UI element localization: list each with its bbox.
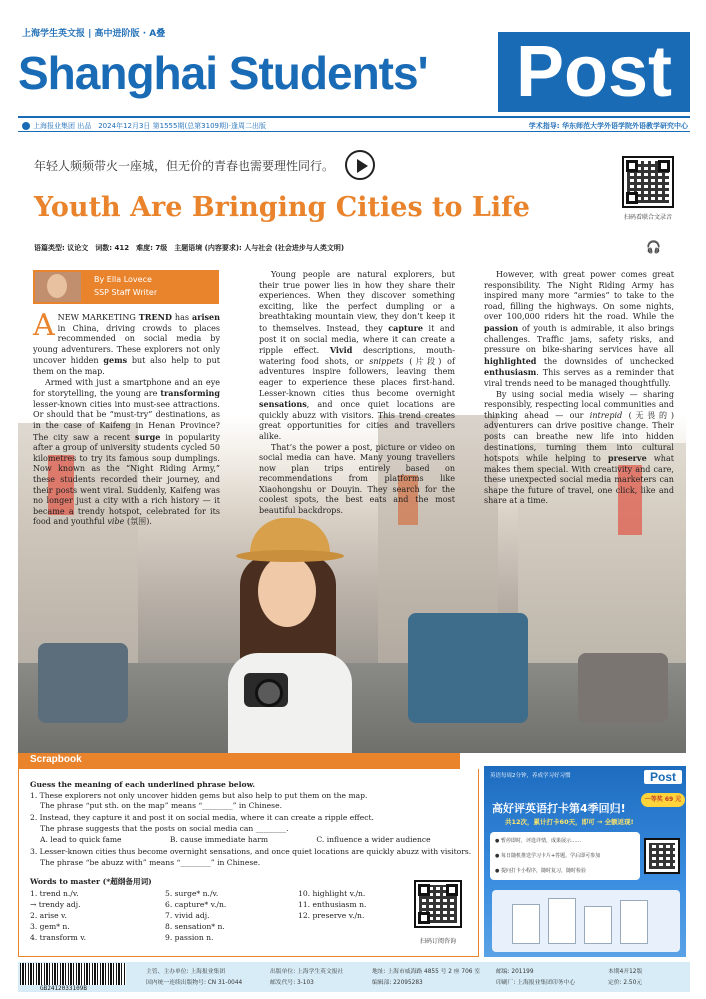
question-1-prompt: The phrase “put sth. on the map” means “________” in Chinese.: [40, 801, 282, 810]
ad-subtitle: 共12次，累计打卡60天，即可 → 全额返现!: [505, 818, 634, 826]
footer-text: 本期4开12版: [608, 969, 643, 975]
qr-code-subscribe[interactable]: [414, 880, 462, 928]
qr-code-audio[interactable]: [622, 156, 674, 208]
byline-role: SSP Staff Writer: [94, 288, 158, 297]
word-item: 6. capture* v./n.: [165, 900, 227, 909]
word-item: 2. arise v.: [30, 911, 67, 920]
footer-text: 主管、主办单位: 上海报业集团: [146, 969, 226, 975]
ad-top-text: 英语每周2分钟，养成学习好习惯: [490, 773, 571, 779]
footer-text: 定价: 2.50元: [608, 980, 643, 986]
scrapbook-tab: [18, 753, 460, 769]
barcode-icon: [20, 963, 126, 985]
header-rule-thin: [18, 131, 690, 132]
barcode-number: GB2412033109B: [40, 985, 87, 992]
ad-post-logo: Post: [644, 770, 682, 784]
footer-text: 编辑部: 22095283: [372, 980, 423, 986]
article-tagline: 年轻人频频带火一座城，但无价的青春也需要理性同行。: [34, 159, 335, 173]
academic-sponsor: 学术指导: 华东师范大学外语学院外语教学研究中心: [528, 122, 688, 130]
ad-list-item: ● 暂停即时，评选详情，成果展示……: [495, 838, 581, 844]
footer-text: 邮编: 201199: [496, 969, 534, 975]
play-audio-icon[interactable]: [345, 150, 375, 180]
ad-list-item: ● 每日随机推送学习卡片+答题，学后即可参加: [495, 853, 601, 859]
footer-text: 国内统一连续出版物号: CN 31-0044: [146, 980, 243, 986]
ad-books-illustration: [492, 890, 680, 952]
question-2-options: A. lead to quick fame B. cause immediate harm C. influence a wider audience: [40, 835, 431, 844]
word-item: → trendy adj.: [30, 900, 81, 909]
byline-name: By Ella Lovece: [94, 275, 152, 284]
word-item: 7. vivid adj.: [165, 911, 210, 920]
ad-list-item: ● 提问打卡小程序，随时复习，随时检验: [495, 868, 586, 874]
word-item: 10. highlight v./n.: [298, 889, 366, 898]
word-item: 5. surge* n./v.: [165, 889, 219, 898]
ad-badge: 一等奖 69 元: [641, 793, 685, 807]
camera-icon: [244, 673, 288, 707]
headphones-icon[interactable]: 🎧: [646, 240, 661, 254]
word-item: 9. passion n.: [165, 933, 214, 942]
question-3: 3. Lesser-known cities thus become overnight sensations, and once quiet locations are quickly abuzz with visitors.: [30, 847, 472, 856]
question-3-prompt: The phrase “be abuzz with” means “________” in Chinese.: [40, 858, 261, 867]
logo-icon: [22, 122, 30, 130]
ad-title: 高好评英语打卡第4季回归!: [492, 802, 626, 815]
article-column-2: Young people are natural explorers, but their true power lies in how they share their experiences. When they discover something exciting, like the perfect dumpling or a breathtaking mountain view, they don’t keep it to themselves. Instead, they capture it and post it on social media, where it can create a ripple effect. Vivid descriptions, mouth-watering food shots, or snippets (片段) of adventures inspire followers, leaving them eager to experience these places first-hand. Lesser-known cities thus become overnight sensations, and once quiet locations are quickly abuzz with visitors. This trend creates great opportunities for cities and travellers alike. That’s the power a post, picture or video on social media can have. Many young travellers now plan trips entirely based on recommendations from platforms like Xiaohongshu or Douyin. They search for the coolest spots, the best eats and the most beautiful backdrops.: [259, 270, 455, 516]
footer-text: 印刷厂: 上海报业集团印务中心: [496, 980, 576, 986]
edition-label: 上海学生英文报 | 高中进阶版 · A叠: [22, 29, 166, 39]
article-column-1: A NEW MARKETING TREND has arisen in China, driving crowds to places recommended on social media by young adventurers. These explorers not only uncover hidden gems but also help to put them on the map. Armed with just a smartphone and an eye for storytelling, the young are transforming lesser-known cities into must-see attractions. Or should that be “must-try” destinations, as in the case of Kaifeng in Henan Province? The city saw a recent surge in popularity after a group of university students cycled 50 kilometres to try its famous soup dumplings. Now known as the “Night Riding Army,” these students recorded their journey, and their posts went viral. Suddenly, Kaifeng was no longer just a city with a rich history — it became a trendy hotspot, celebrated for its food and youthful vibe (氛围).: [33, 308, 220, 527]
words-title: Words to master (*超纲备用词): [30, 877, 152, 886]
scrapbook-question-title: Guess the meaning of each underlined phrase below.: [30, 780, 255, 789]
author-avatar: [35, 272, 81, 302]
word-item: 3. gem* n.: [30, 922, 70, 931]
header-rule: [18, 116, 690, 118]
masthead-title: Shanghai Students': [18, 47, 428, 99]
footer-text: 邮发代号: 3-103: [270, 980, 314, 986]
footer-text: 出版单位: 上海学生英文报社: [270, 969, 344, 975]
question-1: 1. These explorers not only uncover hidden gems but also help to put them on the map.: [30, 791, 368, 800]
qr-subscribe-caption: 扫码订阅咨询: [419, 938, 456, 945]
masthead-post-logo: Post: [498, 32, 690, 112]
word-item: 11. enthusiasm n.: [298, 900, 367, 909]
article-headline: Youth Are Bringing Cities to Life: [34, 192, 530, 223]
publication-info: [22, 121, 266, 131]
scrapbook-title: Scrapbook: [30, 754, 82, 765]
publication-info-text: 上海报业集团 出品 2024年12月3日 第1555期(总第3109期)·逢周二出版: [33, 122, 266, 130]
word-item: 12. preserve v./n.: [298, 911, 365, 920]
word-item: 8. sensation* n.: [165, 922, 225, 931]
ad-qr-code[interactable]: [644, 838, 680, 874]
word-item: 4. transform v.: [30, 933, 87, 942]
qr-caption: 扫码看联合文录音: [623, 214, 672, 221]
article-column-3: However, with great power comes great responsibility. The Night Riding Army has inspired many more “armies” to take to the road, filling the highways. On some nights, over 100,000 riders hit the road. While the passion of youth is admirable, it also brings challenges. Traffic jams, safety risks, and pressure on bike-sharing services have all highlighted the downsides of unchecked enthusiasm. This serves as a reminder that viral trends need to be managed thoughtfully. By using social media wisely — sharing responsibly, respecting local communities and thinking ahead — our intrepid (无畏的) adventurers can drive positive change. Their posts can breathe new life into hidden destinations, turning them into cultural hotspots while helping to preserve what makes them special. With creativity and care, these unexpected social media marketers can shape the future of travel, one click, like and share at a time.: [484, 270, 674, 506]
article-meta: 语篇类型: 议论文 词数: 412 难度: 7级 主题语境 (内容要求): 人与社会 (社会进步与人类文明): [34, 244, 345, 252]
footer-text: 地址: 上海市威海路 4855 号 2 座 706 室: [372, 969, 481, 975]
word-item: 1. trend n./v.: [30, 889, 79, 898]
question-2-prompt: The phrase suggests that the posts on social media can ________.: [40, 824, 289, 833]
question-2: 2. Instead, they capture it and post it on social media, where it can create a ripple effect.: [30, 813, 374, 822]
